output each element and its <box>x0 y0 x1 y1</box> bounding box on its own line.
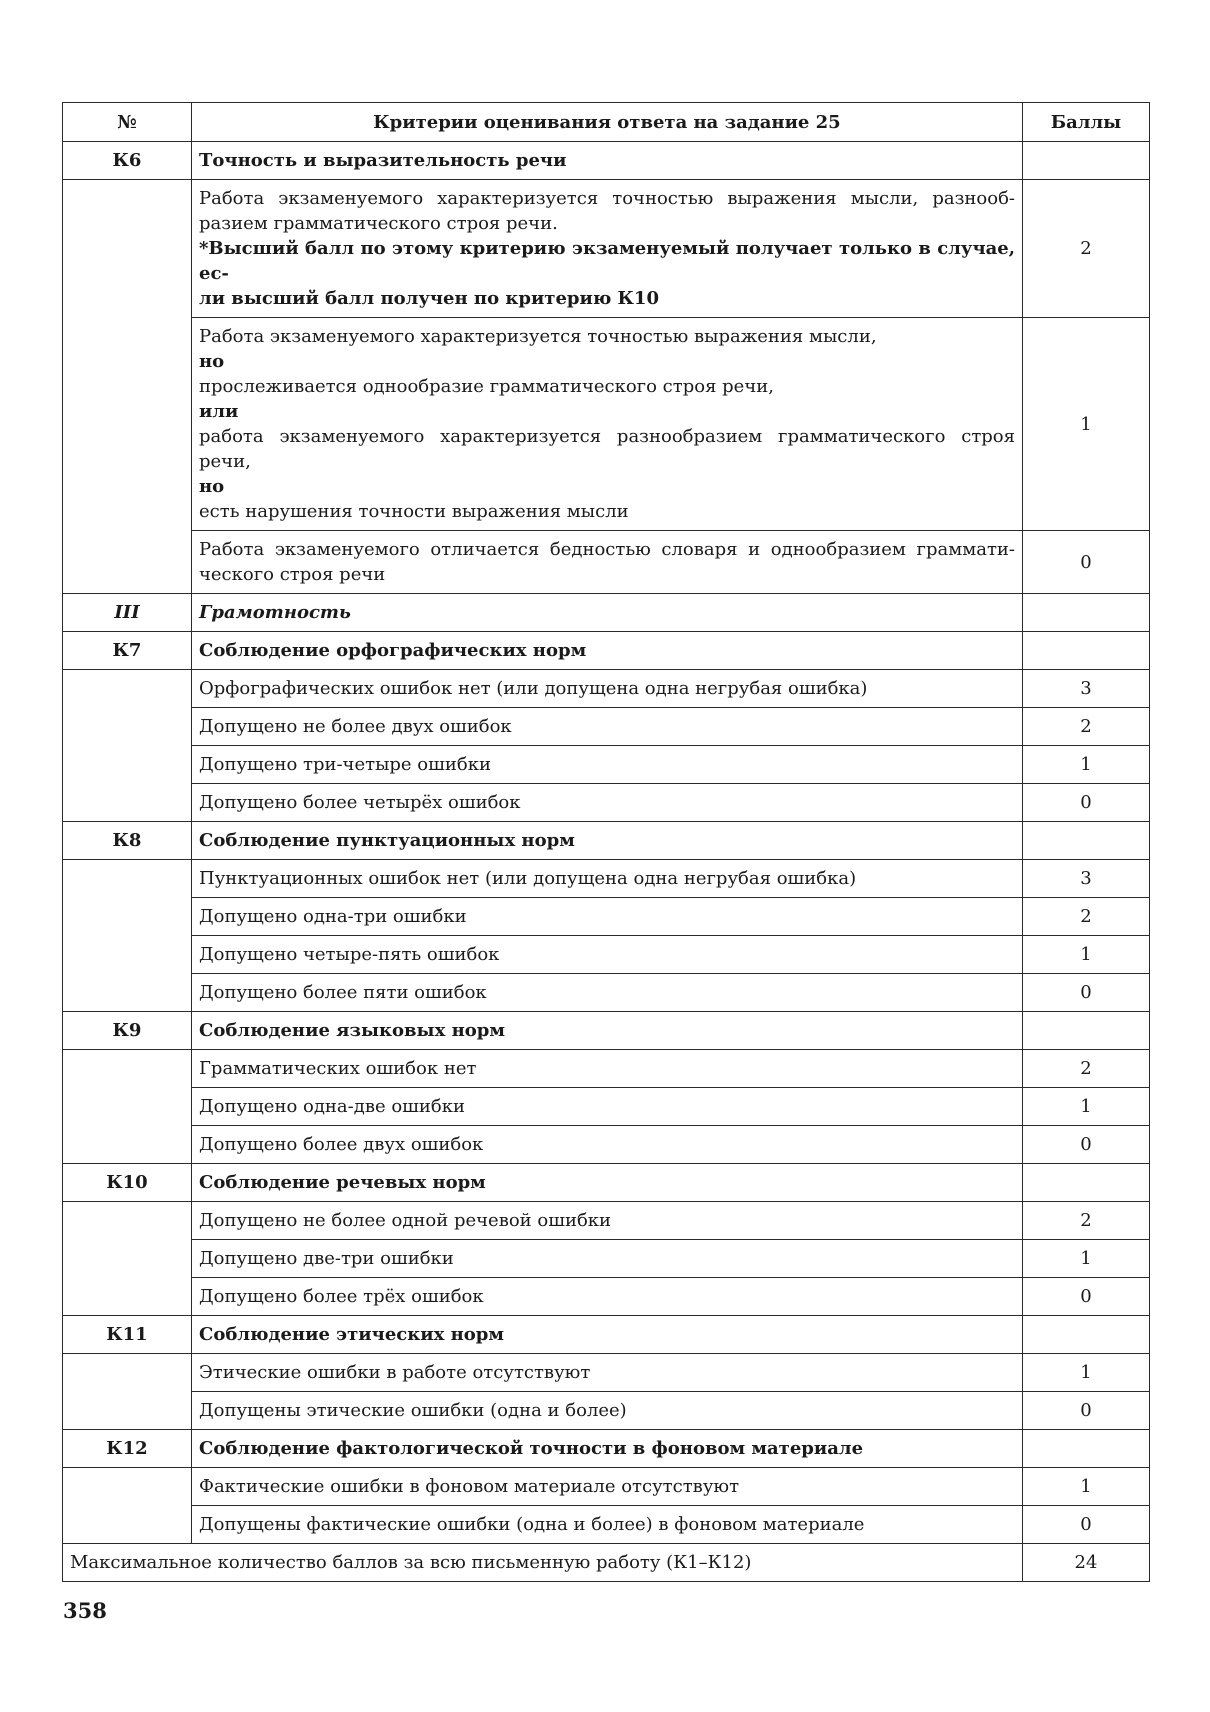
score-points: 2 <box>1023 180 1150 318</box>
description-line: Работа экзаменуемого характеризуется точностью выражения мысли, <box>199 326 877 347</box>
score-description <box>192 860 1023 898</box>
score-row <box>63 784 1150 822</box>
criterion-code: К8 <box>63 822 192 860</box>
description-line: Работа экзаменуемого характеризуется точностью выражения мысли, разнооб- <box>199 188 1015 209</box>
score-row <box>63 1240 1150 1278</box>
score-row <box>63 1202 1150 1240</box>
table-body <box>63 142 1150 1582</box>
criterion-code: К11 <box>63 1316 192 1354</box>
empty-points-cell <box>1023 1164 1150 1202</box>
score-row <box>63 1278 1150 1316</box>
criterion-code: К12 <box>63 1430 192 1468</box>
score-description <box>192 1506 1023 1544</box>
max-score-points: 24 <box>1023 1544 1150 1582</box>
description-line: или <box>199 401 239 422</box>
description-line: Допущено одна-три ошибки <box>199 906 467 927</box>
score-description <box>192 670 1023 708</box>
description-line: Допущено две-три ошибки <box>199 1248 454 1269</box>
score-points: 1 <box>1023 936 1150 974</box>
description-line: Орфографических ошибок нет (или допущена одна негрубая ошибка) <box>199 678 868 699</box>
score-points: 1 <box>1023 1354 1150 1392</box>
page-number: 358 <box>63 1598 107 1623</box>
description-line: Допущены этические ошибки (одна и более) <box>199 1400 627 1421</box>
description-line: *Высший балл по этому критерию экзаменуемый получает только в случае, ес- <box>199 238 1015 284</box>
score-description <box>192 318 1023 531</box>
description-line: ли высший балл получен по критерию К10 <box>199 288 659 309</box>
score-description <box>192 708 1023 746</box>
score-row <box>63 531 1150 594</box>
score-points: 1 <box>1023 318 1150 531</box>
score-description <box>192 746 1023 784</box>
description-line: Допущено не более одной речевой ошибки <box>199 1210 612 1231</box>
description-line: но <box>199 351 225 372</box>
score-row <box>63 180 1150 318</box>
criterion-code: К9 <box>63 1012 192 1050</box>
description-line: работа экзаменуемого характеризуется разнообразием грамматического строя <box>199 426 1015 447</box>
section-code: III <box>63 594 192 632</box>
description-line: Допущено более четырёх ошибок <box>199 792 521 813</box>
header-points: Баллы <box>1023 103 1150 142</box>
score-points: 2 <box>1023 898 1150 936</box>
description-line: Допущено более двух ошибок <box>199 1134 484 1155</box>
criterion-title: Соблюдение речевых норм <box>192 1164 1023 1202</box>
score-description <box>192 1354 1023 1392</box>
score-points: 0 <box>1023 1278 1150 1316</box>
description-line: прослеживается однообразие грамматического строя речи, <box>199 376 774 397</box>
max-score-row <box>63 1544 1150 1582</box>
empty-points-cell <box>1023 1316 1150 1354</box>
score-points: 3 <box>1023 670 1150 708</box>
empty-number-cell <box>63 670 192 822</box>
score-description <box>192 180 1023 318</box>
score-points: 2 <box>1023 1202 1150 1240</box>
score-row <box>63 1468 1150 1506</box>
empty-number-cell <box>63 860 192 1012</box>
criterion-code: К10 <box>63 1164 192 1202</box>
empty-number-cell <box>63 1202 192 1316</box>
criterion-title: Соблюдение фактологической точности в фоновом материале <box>192 1430 1023 1468</box>
criterion-row <box>63 632 1150 670</box>
score-description <box>192 898 1023 936</box>
score-row <box>63 1050 1150 1088</box>
empty-points-cell <box>1023 142 1150 180</box>
score-description <box>192 1126 1023 1164</box>
max-score-label: Максимальное количество баллов за всю письменную работу (К1–К12) <box>63 1544 1023 1582</box>
empty-number-cell <box>63 1468 192 1544</box>
score-row <box>63 1126 1150 1164</box>
description-line: Пунктуационных ошибок нет (или допущена одна негрубая ошибка) <box>199 868 857 889</box>
empty-points-cell <box>1023 1012 1150 1050</box>
criterion-row <box>63 1012 1150 1050</box>
score-description <box>192 1278 1023 1316</box>
criterion-row <box>63 822 1150 860</box>
description-line: Допущены фактические ошибки (одна и более) в фоновом материале <box>199 1514 865 1535</box>
description-line: Допущено более трёх ошибок <box>199 1286 484 1307</box>
score-points: 1 <box>1023 1468 1150 1506</box>
score-row <box>63 1506 1150 1544</box>
score-description <box>192 1392 1023 1430</box>
score-row <box>63 1354 1150 1392</box>
criterion-row <box>63 1316 1150 1354</box>
empty-number-cell <box>63 1354 192 1430</box>
description-line: Работа экзаменуемого отличается бедностью словаря и однообразием граммати- <box>199 539 1015 560</box>
empty-points-cell <box>1023 1430 1150 1468</box>
score-points: 0 <box>1023 1126 1150 1164</box>
empty-points-cell <box>1023 594 1150 632</box>
score-description <box>192 531 1023 594</box>
description-line: ческого строя речи <box>199 564 386 585</box>
score-row <box>63 670 1150 708</box>
criterion-row <box>63 142 1150 180</box>
criterion-title: Точность и выразительность речи <box>192 142 1023 180</box>
description-line: есть нарушения точности выражения мысли <box>199 501 629 522</box>
score-points: 0 <box>1023 974 1150 1012</box>
score-row <box>63 746 1150 784</box>
score-points: 0 <box>1023 784 1150 822</box>
description-line: Допущено три-четыре ошибки <box>199 754 491 775</box>
criterion-row <box>63 1164 1150 1202</box>
description-line: Допущено более пяти ошибок <box>199 982 487 1003</box>
description-line: Фактические ошибки в фоновом материале отсутствуют <box>199 1476 740 1497</box>
score-description <box>192 936 1023 974</box>
criterion-code: К6 <box>63 142 192 180</box>
section-row <box>63 594 1150 632</box>
section-title: Грамотность <box>192 594 1023 632</box>
description-line: Допущено одна-две ошибки <box>199 1096 465 1117</box>
score-row <box>63 318 1150 531</box>
score-points: 3 <box>1023 860 1150 898</box>
score-points: 1 <box>1023 1088 1150 1126</box>
empty-points-cell <box>1023 632 1150 670</box>
empty-points-cell <box>1023 822 1150 860</box>
criteria-table <box>62 102 1150 1582</box>
score-description <box>192 784 1023 822</box>
empty-number-cell <box>63 1050 192 1164</box>
score-row <box>63 1392 1150 1430</box>
table-header-row <box>63 103 1150 142</box>
criterion-title: Соблюдение пунктуационных норм <box>192 822 1023 860</box>
score-description <box>192 1088 1023 1126</box>
description-line: Этические ошибки в работе отсутствуют <box>199 1362 591 1383</box>
score-points: 0 <box>1023 1392 1150 1430</box>
criterion-title: Соблюдение языковых норм <box>192 1012 1023 1050</box>
description-line: но <box>199 476 225 497</box>
score-points: 0 <box>1023 1506 1150 1544</box>
description-line: Допущено четыре-пять ошибок <box>199 944 500 965</box>
score-description <box>192 1240 1023 1278</box>
description-line: Грамматических ошибок нет <box>199 1058 477 1079</box>
score-row <box>63 860 1150 898</box>
description-line: разием грамматического строя речи. <box>199 213 558 234</box>
score-row <box>63 974 1150 1012</box>
score-points: 0 <box>1023 531 1150 594</box>
score-row <box>63 708 1150 746</box>
criterion-title: Соблюдение этических норм <box>192 1316 1023 1354</box>
score-description <box>192 974 1023 1012</box>
score-row <box>63 898 1150 936</box>
empty-number-cell <box>63 180 192 594</box>
score-description <box>192 1468 1023 1506</box>
score-description <box>192 1202 1023 1240</box>
description-line: речи, <box>199 451 251 472</box>
score-points: 1 <box>1023 1240 1150 1278</box>
criterion-row <box>63 1430 1150 1468</box>
score-description <box>192 1050 1023 1088</box>
criterion-code: К7 <box>63 632 192 670</box>
score-row <box>63 936 1150 974</box>
description-line: Допущено не более двух ошибок <box>199 716 512 737</box>
score-points: 2 <box>1023 708 1150 746</box>
criterion-title: Соблюдение орфографических норм <box>192 632 1023 670</box>
header-criteria: Критерии оценивания ответа на задание 25 <box>192 103 1023 142</box>
score-points: 1 <box>1023 746 1150 784</box>
header-number: № <box>63 103 192 142</box>
score-points: 2 <box>1023 1050 1150 1088</box>
score-row <box>63 1088 1150 1126</box>
